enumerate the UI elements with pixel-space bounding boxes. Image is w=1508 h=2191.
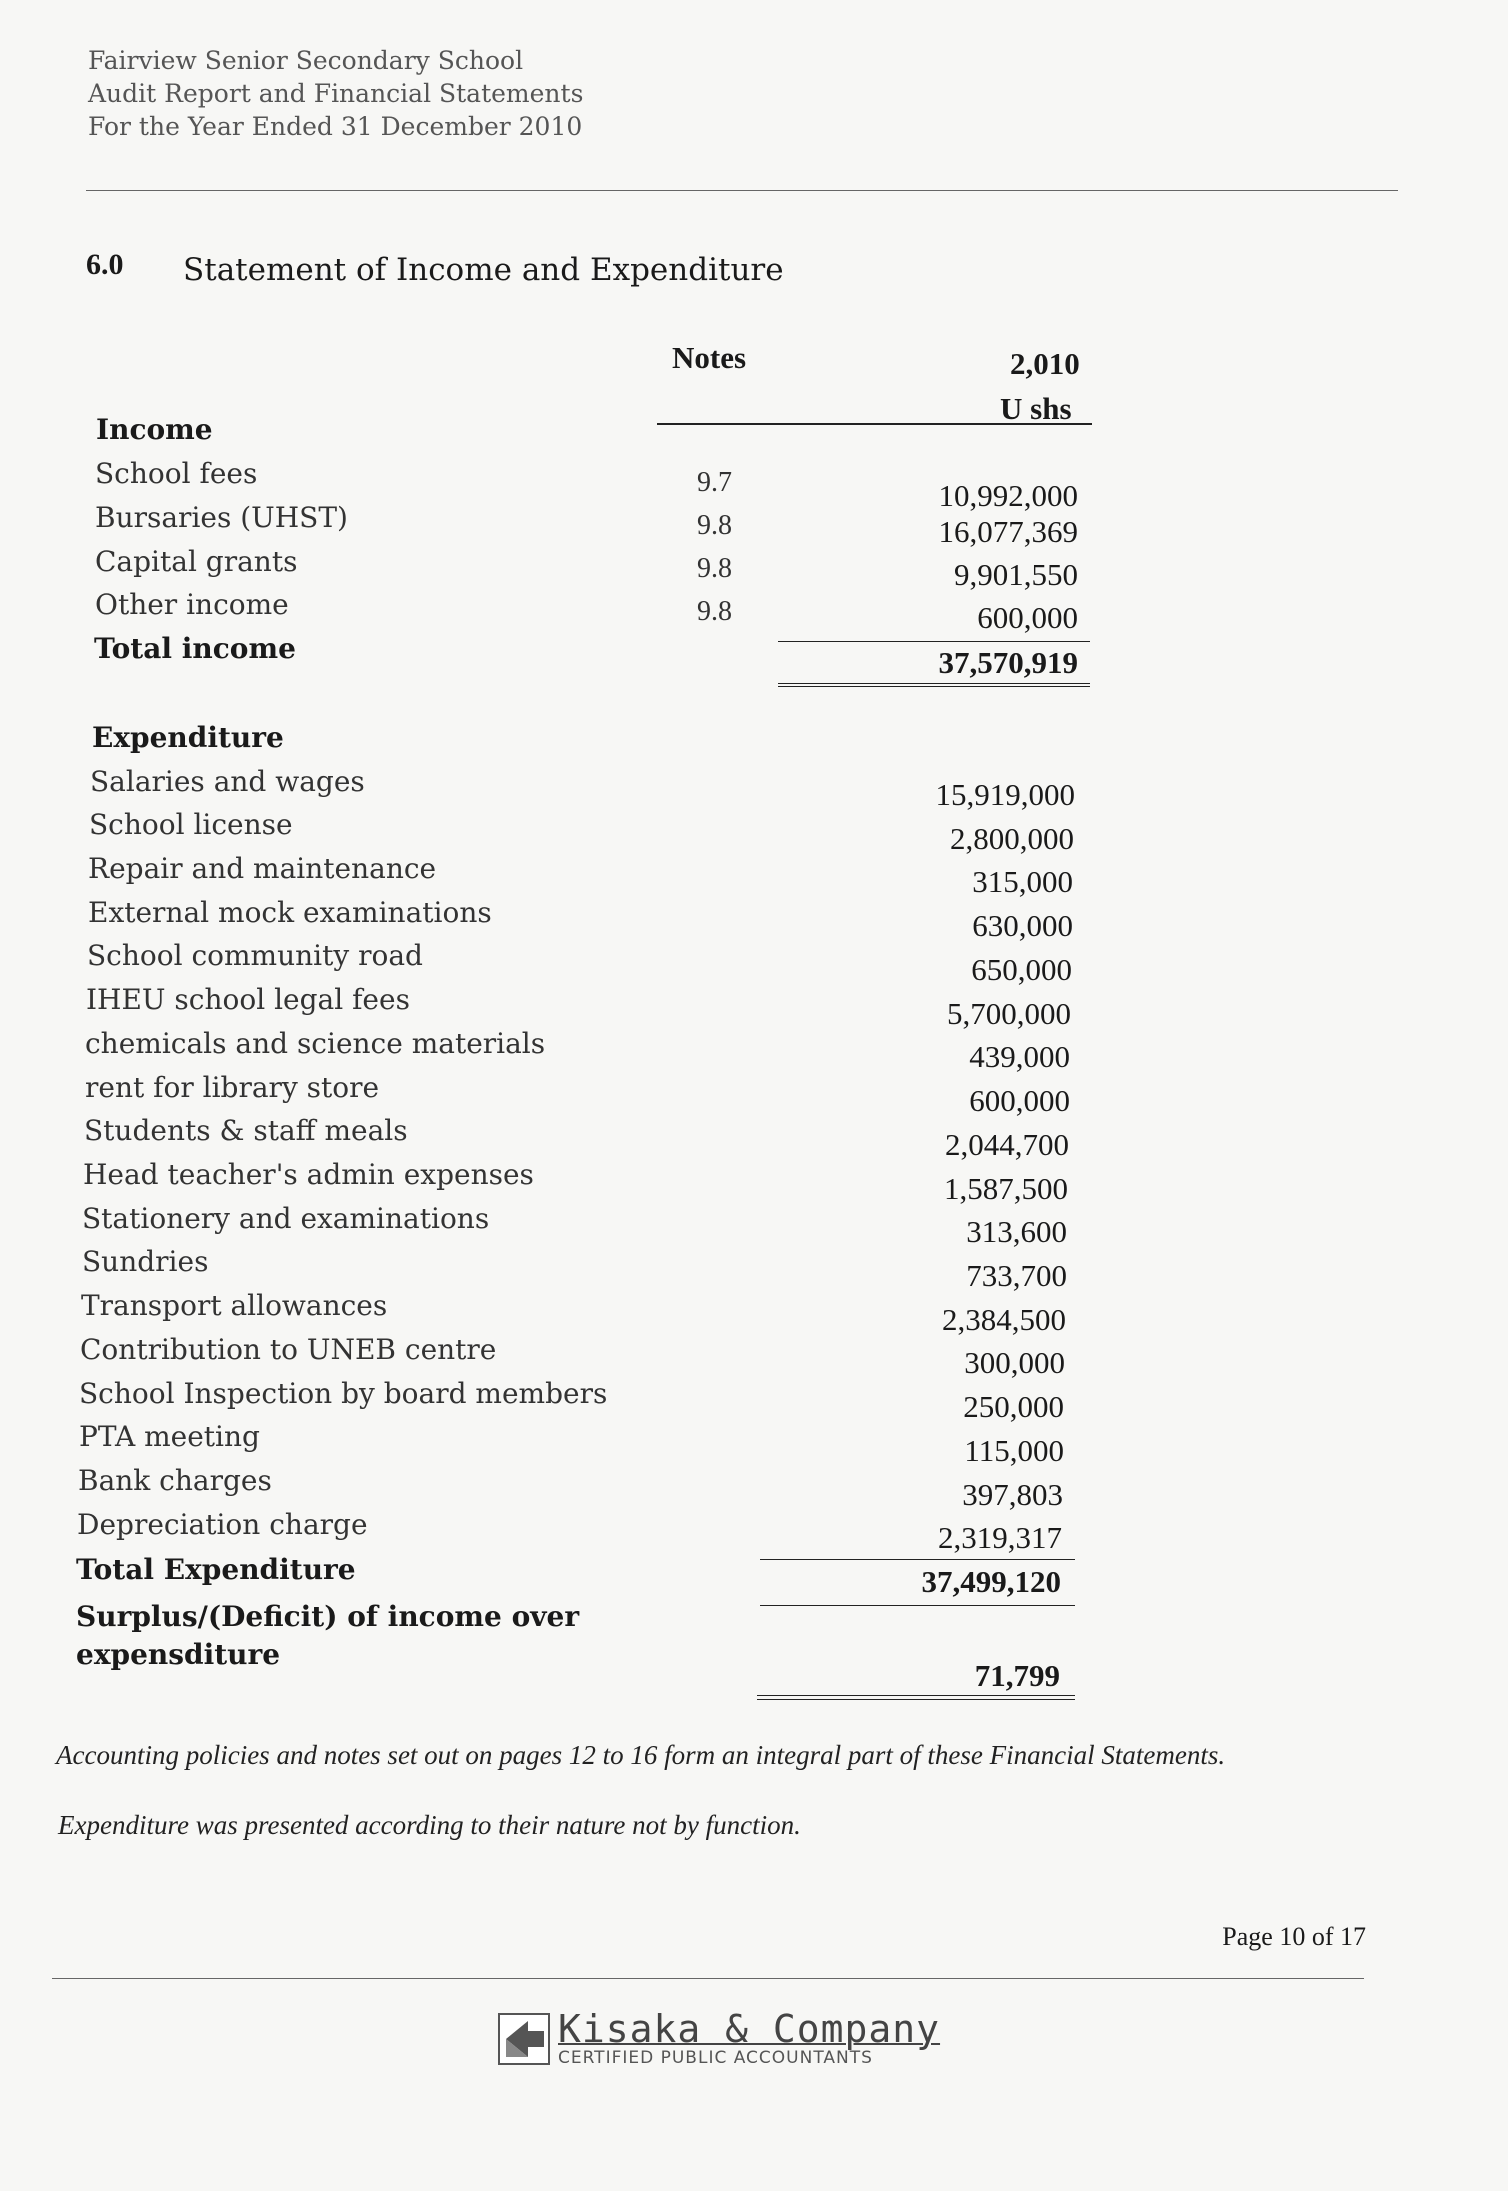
income-amount: 600,000 (977, 600, 1078, 635)
expenditure-amount: 630,000 (972, 908, 1073, 943)
income-label: Bursaries (UHST) (95, 501, 348, 534)
expenditure-amount: 733,700 (966, 1258, 1067, 1293)
expenditure-amount: 250,000 (963, 1389, 1064, 1424)
income-amount: 9,901,550 (954, 557, 1078, 592)
notes-column-header: Notes (672, 340, 747, 375)
expenditure-amount: 5,700,000 (947, 996, 1071, 1031)
expenditure-label: School license (89, 808, 293, 841)
income-label: School fees (95, 457, 258, 490)
total-income-amount: 37,570,919 (938, 645, 1078, 680)
currency-column-header: U shs (1000, 391, 1072, 426)
expenditure-amount: 1,587,500 (944, 1171, 1068, 1206)
expenditure-label: Repair and maintenance (88, 852, 437, 885)
expenditure-label: Students & staff meals (84, 1114, 408, 1147)
report-period: For the Year Ended 31 December 2010 (88, 112, 583, 141)
expenditure-total-underline (760, 1605, 1075, 1606)
footnote-expenditure-presentation: Expenditure was presented according to their nature not by function. (58, 1810, 801, 1840)
expenditure-amount: 300,000 (964, 1345, 1065, 1380)
income-label: Other income (95, 588, 289, 621)
income-amount: 10,992,000 (938, 478, 1078, 513)
income-note: 9.7 (697, 467, 732, 498)
report-title: Audit Report and Financial Statements (88, 79, 584, 108)
income-total-double-line-top (778, 683, 1090, 684)
expenditure-label: Sundries (82, 1245, 209, 1278)
expenditure-amount: 15,919,000 (935, 777, 1075, 812)
expenditure-amount: 600,000 (969, 1083, 1070, 1118)
income-note: 9.8 (697, 553, 732, 584)
expenditure-label: IHEU school legal fees (86, 983, 410, 1016)
income-label: Capital grants (95, 545, 298, 578)
expenditure-label: Depreciation charge (77, 1508, 368, 1541)
expenditure-label: School Inspection by board members (79, 1377, 608, 1410)
total-expenditure-amount: 37,499,120 (921, 1564, 1061, 1599)
surplus-double-line-top (757, 1695, 1075, 1696)
expenditure-amount: 2,384,500 (942, 1302, 1066, 1337)
surplus-amount: 71,799 (974, 1658, 1060, 1693)
footer-divider (52, 1978, 1364, 1979)
expenditure-subtotal-line (760, 1559, 1075, 1560)
column-header-underline (657, 423, 1092, 425)
firm-logo (498, 2007, 941, 2068)
expenditure-amount: 2,319,317 (938, 1520, 1062, 1555)
expenditure-amount: 2,044,700 (945, 1127, 1069, 1162)
expenditure-label: rent for library store (85, 1071, 380, 1104)
total-income-label: Total income (94, 632, 296, 665)
expenditure-label: PTA meeting (79, 1420, 260, 1453)
footnote-accounting-policies: Accounting policies and notes set out on pages 12 to 16 form an integral part of these Financial Statements. (56, 1740, 1226, 1770)
income-note: 9.8 (697, 596, 732, 627)
expenditure-heading: Expenditure (92, 721, 284, 754)
section-number: 6.0 (86, 248, 124, 281)
surplus-double-line-bottom (757, 1699, 1075, 1700)
income-heading: Income (96, 413, 213, 446)
expenditure-amount: 313,600 (966, 1214, 1067, 1249)
expenditure-label: External mock examinations (88, 896, 492, 929)
total-expenditure-label: Total Expenditure (76, 1553, 356, 1586)
surplus-label-line1: Surplus/(Deficit) of income over (76, 1600, 580, 1633)
expenditure-label: Contribution to UNEB centre (80, 1333, 497, 1366)
income-amount: 16,077,369 (938, 514, 1078, 549)
expenditure-amount: 439,000 (969, 1039, 1070, 1074)
expenditure-amount: 650,000 (971, 952, 1072, 987)
year-column-header: 2,010 (1010, 346, 1080, 381)
expenditure-amount: 397,803 (962, 1477, 1063, 1512)
expenditure-amount: 2,800,000 (950, 821, 1074, 856)
income-note: 9.8 (697, 510, 732, 541)
surplus-label-line2: expensditure (76, 1638, 281, 1671)
income-subtotal-line (778, 641, 1090, 642)
expenditure-label: Bank charges (78, 1464, 272, 1497)
income-total-double-line-bottom (778, 686, 1090, 687)
page-number: Page 10 of 17 (1222, 1922, 1366, 1951)
firm-subtitle: CERTIFIED PUBLIC ACCOUNTANTS (558, 2048, 873, 2068)
expenditure-amount: 115,000 (964, 1433, 1064, 1468)
expenditure-label: chemicals and science materials (85, 1027, 546, 1060)
school-name: Fairview Senior Secondary School (88, 46, 524, 75)
expenditure-label: Transport allowances (81, 1289, 388, 1322)
expenditure-amount: 315,000 (972, 864, 1073, 899)
header-divider (86, 190, 1398, 191)
firm-logo-mark-icon (498, 2013, 550, 2065)
expenditure-label: Stationery and examinations (82, 1202, 490, 1235)
expenditure-label: Salaries and wages (90, 765, 365, 798)
expenditure-label: Head teacher's admin expenses (83, 1158, 534, 1191)
expenditure-label: School community road (87, 939, 423, 972)
firm-name: Kisaka & Company (558, 2007, 941, 2051)
document-header (88, 44, 583, 143)
section-title: Statement of Income and Expenditure (183, 252, 784, 288)
